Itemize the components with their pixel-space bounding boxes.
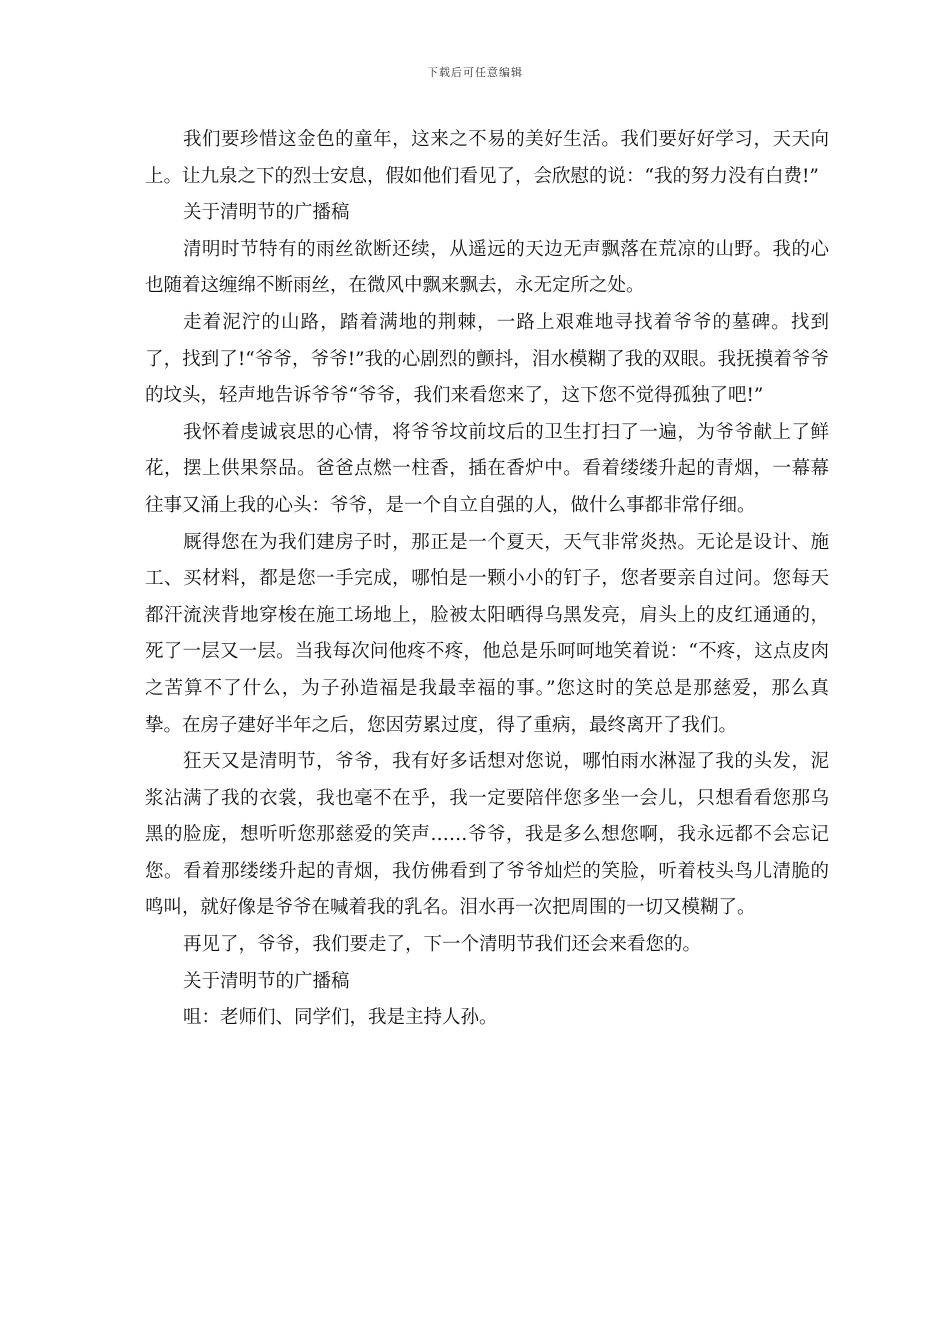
paragraph: 狂天又是清明节，爷爷，我有好多话想对您说，哪怕雨水淋湿了我的头发，泥浆沾满了我的衣裳，我也毫不在乎，我一定要陪伴您多坐一会儿，只想看看您那乌黑的脸庞，想听听您那慈爱的笑声……爷爷，我是多么想您啊，我永远都不会忘记您。看着那缕缕升起的青烟，我仿佛看到了爷爷灿烂的笑脸，听着枝头鸟儿清脆的鸣叫，就好像是爷爷在喊着我的乳名。泪水再一次把周围的一切又模糊了。 <box>145 751 829 919</box>
paragraph: 我们要珍惜这金色的童年，这来之不易的美好生活。我们要好好学习，天天向上。让九泉之下的烈士安息，假如他们看见了，会欣慰的说：“我的努力没有白费!” <box>145 129 829 187</box>
section-heading: 关于清明节的广播稿 <box>183 202 350 224</box>
paragraph: 走着泥泞的山路，踏着满地的荆棘，一路上艰难地寻找着爷爷的墓碑。找到了，找到了!“爷爷，爷爷!”我的心剧烈的颤抖，泪水模糊了我的双眼。我抚摸着爷爷的坟头，轻声地告诉爷爷“爷爷，我们来看您来了，这下您不觉得孤独了吧!” <box>145 311 829 407</box>
paragraph: 厩得您在为我们建房子时，那正是一个夏天，天气非常炎热。无论是设计、施工、买材料，都是您一手完成，哪怕是一颗小小的钉子，您者要亲自过问。您每天都汗流浃背地穿梭在施工场地上，脸被太阳晒得乌黑发亮，肩头上的皮红通通的，死了一层又一层。当我每次问他疼不疼，他总是乐呵呵地笑着说：“不疼，这点皮肉之苦算不了什么，为子孙造福是我最幸福的事。”您这时的笑总是那慈爱，那么真挚。在房子建好半年之后，您因劳累过度，得了重病，最终离开了我们。 <box>145 531 829 736</box>
document-body <box>145 122 829 1037</box>
paragraph: 清明时节特有的雨丝欲断还续，从遥远的天边无声飘落在荒凉的山野。我的心也随着这缠绵不断雨丝，在微风中飘来飘去，永无定所之处。 <box>145 238 829 297</box>
paragraph: 咀：老师们、同学们，我是主持人孙。 <box>183 1007 498 1029</box>
paragraph: 再见了，爷爷，我们要走了，下一个清明节我们还会来看您的。 <box>183 934 702 956</box>
section-heading: 关于清明节的广播稿 <box>183 970 350 992</box>
header-note: 下载后可任意编辑 <box>427 66 523 79</box>
paragraph: 我怀着虔诚哀思的心情，将爷爷坟前坟后的卫生打扫了一遍，为爷爷献上了鲜花，摆上供果祭品。爸爸点燃一柱香，插在香炉中。看着缕缕升起的青烟，一幕幕往事又涌上我的心头：爷爷，是一个自立自强的人，做什么事都非常仔细。 <box>145 421 829 516</box>
